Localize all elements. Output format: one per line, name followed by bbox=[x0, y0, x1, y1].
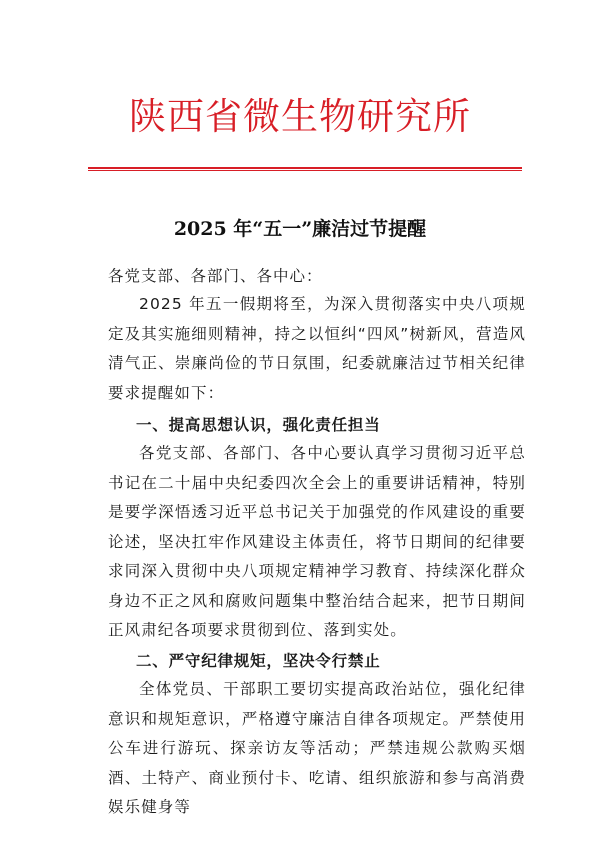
section-heading-2: 二、严守纪律规矩，坚决令行禁止 bbox=[136, 652, 381, 670]
section-heading-1: 一、提高思想认识，强化责任担当 bbox=[136, 416, 381, 434]
organization-header: 陕西省微生物研究所 bbox=[129, 95, 471, 138]
intro-paragraph: 2025 年五一假期将至，为深入贯彻落实中央八项规定及其实施细则精神，持之以恒纠“四风”树新风，营造风清气正、崇廉尚俭的节日氛围，纪委就廉洁过节相关纪律要求提醒如下： bbox=[108, 295, 526, 402]
section-paragraph-1: 各党支部、各部门、各中心要认真学习贯彻习近平总书记在二十届中央纪委四次全会上的重要讲话精神，特别是要学深悟透习近平总书记关于加强党的作风建设的重要论述，坚决扛牢作风建设主体责任，将节日期间的纪律要求同深入贯彻中央八项规定精神学习教育、持续深化群众身边不正之风和腐败问题集中整治结合起来，把节日期间正风肃纪各项要求贯彻到位、落到实处。 bbox=[108, 444, 526, 639]
document-title: 2025 年“五一”廉洁过节提醒 bbox=[173, 218, 427, 240]
section-paragraph-2: 全体党员、干部职工要切实提高政治站位，强化纪律意识和规矩意识，严格遵守廉洁自律各项规定。严禁使用公车进行游玩、探亲访友等活动；严禁违规公款购买烟酒、土特产、商业预付卡、吃请、组织旅游和参与高消费娱乐健身等 bbox=[108, 680, 526, 816]
header-divider bbox=[88, 167, 522, 171]
salutation: 各党支部、各部门、各中心： bbox=[108, 267, 323, 285]
